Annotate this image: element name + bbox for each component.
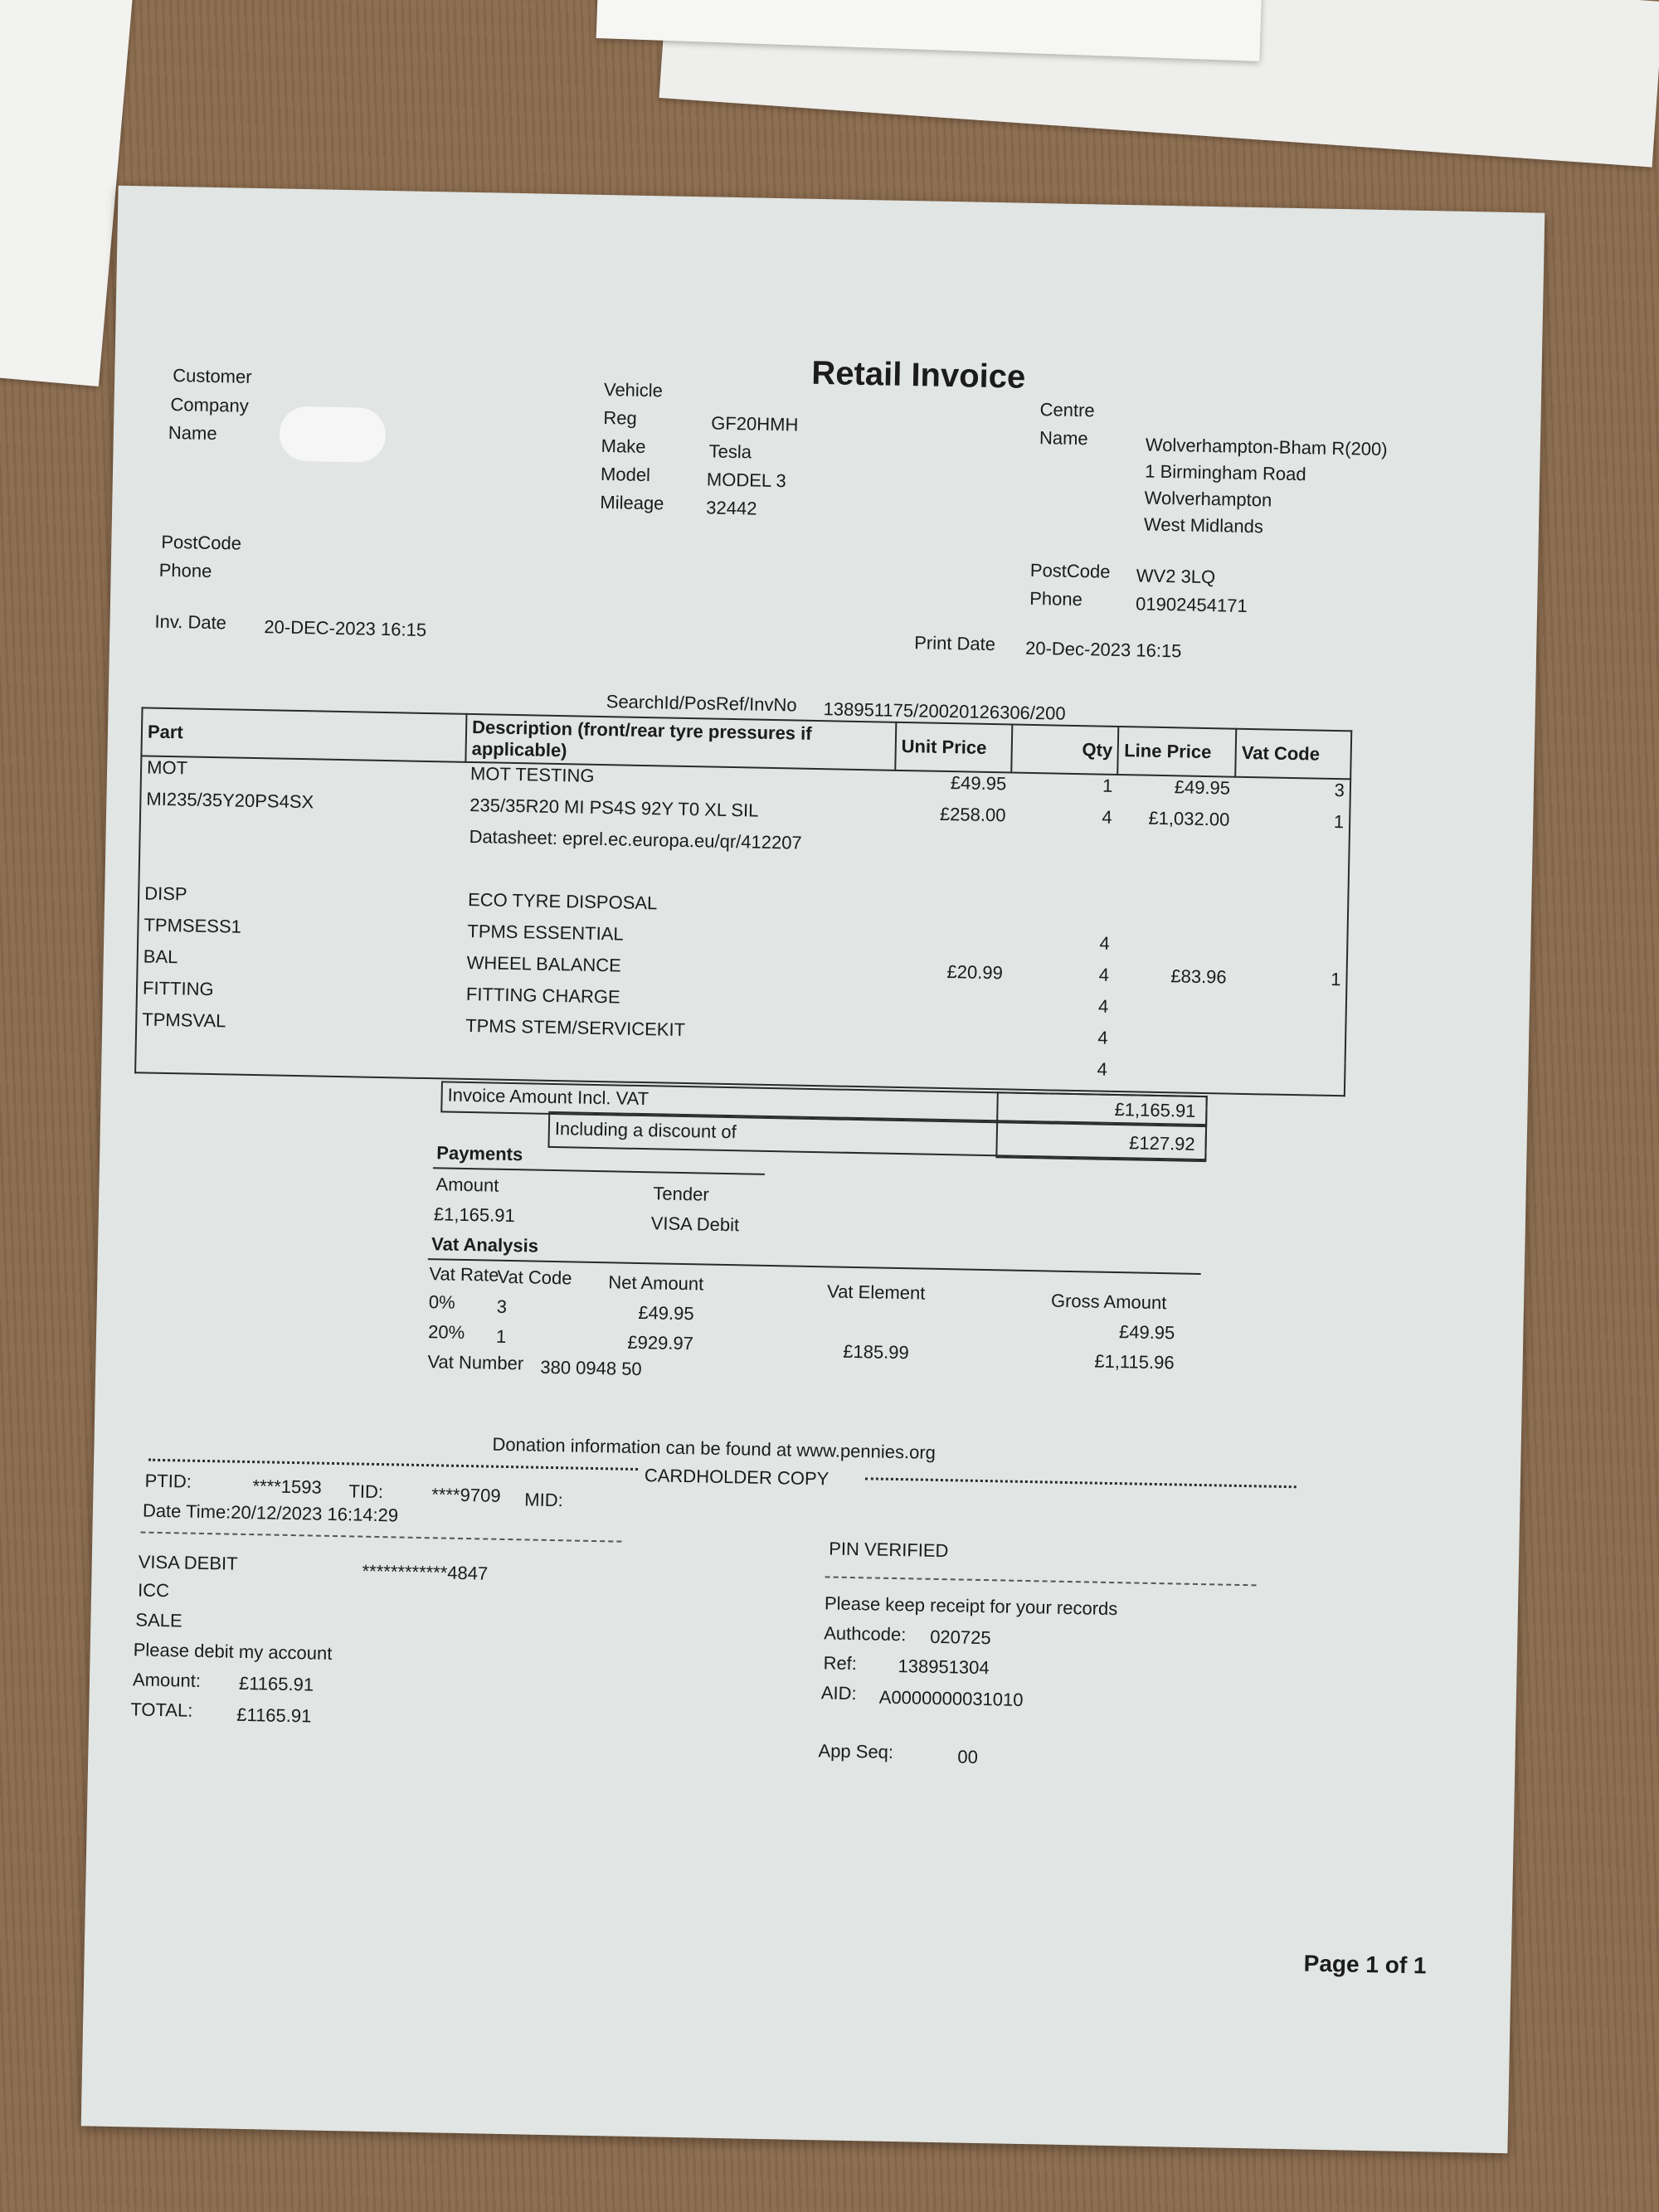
cell-part: TPMSVAL — [142, 1009, 226, 1032]
cell-qty: 4 — [1102, 806, 1112, 828]
authcode-label: Authcode: — [824, 1622, 907, 1646]
tender-label: Tender — [653, 1183, 709, 1205]
ref-value: 138951304 — [898, 1655, 990, 1679]
centre-address-2: Wolverhampton — [1144, 487, 1272, 511]
print-date-value: 20-Dec-2023 16:15 — [1024, 637, 1182, 662]
mileage-value: 32442 — [706, 497, 757, 519]
cell-unit — [893, 866, 1010, 900]
cell-qty — [1010, 868, 1117, 901]
customer-postcode-label: PostCode — [161, 531, 242, 554]
cell-qty: 4 — [1097, 1058, 1108, 1080]
receipt-total-value: £1165.91 — [236, 1704, 312, 1727]
col-part: Part — [141, 707, 466, 761]
cell-vat — [1232, 936, 1348, 970]
ref-label: Ref: — [823, 1652, 858, 1675]
receipt-total-label: TOTAL: — [130, 1699, 193, 1721]
cell-vat — [1230, 1030, 1346, 1064]
payments-title: Payments — [436, 1142, 523, 1165]
invoice-sheet — [81, 186, 1545, 2154]
centre-address-3: West Midlands — [1143, 513, 1264, 537]
keep-receipt-text: Please keep receipt for your records — [824, 1592, 1118, 1620]
cell-line — [1116, 839, 1233, 873]
reg-value: GF20HMH — [711, 412, 799, 435]
payment-amount-label: Amount — [435, 1174, 499, 1196]
dashed-rule-right — [825, 1576, 1257, 1586]
inv-date-value: 20-DEC-2023 16:15 — [264, 616, 427, 640]
cell-unit — [893, 834, 1010, 868]
cell-desc: TPMS ESSENTIAL — [467, 920, 624, 945]
search-ref-label: SearchId/PosRef/InvNo — [606, 691, 797, 716]
reg-label: Reg — [603, 406, 637, 429]
cell-unit — [890, 1023, 1007, 1057]
cell-vat: 3 — [1334, 779, 1345, 801]
vat-row-code: 3 — [496, 1296, 508, 1317]
invoice-amount-label: Invoice Amount Incl. VAT — [447, 1084, 649, 1110]
model-label: Model — [600, 463, 651, 486]
centre-phone: 01902454171 — [1135, 593, 1248, 616]
cell-line: £83.96 — [1170, 965, 1227, 988]
cell-part: BAL — [143, 946, 178, 968]
sale-text: SALE — [135, 1609, 182, 1631]
model-value: MODEL 3 — [706, 469, 786, 492]
cell-vat — [1229, 1062, 1345, 1096]
customer-label: Customer — [172, 365, 252, 387]
cell-line — [1114, 933, 1232, 967]
cell-unit: £258.00 — [939, 803, 1006, 826]
tid-label: TID: — [348, 1480, 384, 1503]
cell-unit — [892, 897, 1009, 931]
invoice-amount-value: £1,165.91 — [1114, 1098, 1196, 1121]
cell-vat: 1 — [1333, 810, 1345, 833]
company-label: Company — [170, 393, 249, 416]
make-value: Tesla — [708, 440, 752, 463]
col-line-price: Line Price — [1118, 727, 1237, 777]
col-unit-price: Unit Price — [895, 722, 1012, 773]
dotted-rule-right — [865, 1477, 1297, 1488]
vat-row-net: £929.97 — [627, 1331, 694, 1354]
debit-text: Please debit my account — [133, 1639, 333, 1664]
cell-part: MI235/35Y20PS4SX — [146, 788, 314, 813]
cell-desc: TPMS STEM/SERVICEKIT — [465, 1014, 686, 1041]
vat-row-code: 1 — [495, 1325, 507, 1347]
cell-line — [1112, 1028, 1230, 1062]
vat-row-rate: 0% — [428, 1291, 455, 1313]
cell-qty: 4 — [1098, 964, 1110, 985]
cell-desc: Datasheet: eprel.ec.europa.eu/qr/412207 — [469, 825, 802, 853]
vat-row-gross: £1,115.96 — [1094, 1350, 1175, 1373]
cell-unit — [889, 1055, 1006, 1090]
dashed-rule-left — [140, 1532, 621, 1543]
page-number: Page 1 of 1 — [1303, 1950, 1427, 1979]
customer-phone-label: Phone — [158, 559, 212, 581]
cell-unit: £20.99 — [946, 961, 1004, 984]
donation-text: Donation information can be found at www.pennies.org — [492, 1433, 937, 1463]
app-seq-label: App Seq: — [818, 1740, 894, 1762]
cell-part: TPMSESS1 — [144, 914, 242, 937]
card-type: VISA DEBIT — [138, 1551, 238, 1574]
centre-phone-label: Phone — [1029, 587, 1083, 610]
vat-number-value: 380 0948 50 — [540, 1356, 642, 1380]
cell-line — [1115, 902, 1233, 936]
dotted-rule-left — [148, 1459, 638, 1471]
discount-label: Including a discount of — [554, 1118, 737, 1143]
centre-label: Centre — [1039, 399, 1095, 421]
cell-part: MOT — [146, 756, 188, 779]
ptid-value: ****1593 — [252, 1475, 322, 1498]
vehicle-label: Vehicle — [603, 378, 664, 401]
cell-line: £49.95 — [1174, 776, 1231, 799]
tid-value: ****9709 — [431, 1484, 501, 1506]
cell-line — [1113, 996, 1231, 1030]
cell-line: £1,032.00 — [1148, 807, 1230, 830]
cell-part — [135, 1040, 460, 1078]
gross-amount-header: Gross Amount — [1050, 1290, 1167, 1314]
cell-line — [1116, 870, 1233, 904]
receipt-amount-value: £1165.91 — [238, 1672, 314, 1695]
vat-row-net: £49.95 — [638, 1301, 694, 1325]
cell-line — [1112, 1059, 1229, 1094]
cell-part: DISP — [144, 882, 187, 905]
cell-qty: 1 — [1102, 775, 1113, 796]
cell-qty: 4 — [1097, 1027, 1108, 1048]
icc-text: ICC — [137, 1579, 170, 1602]
aid-value: A0000000031010 — [878, 1686, 1024, 1710]
cell-unit — [890, 992, 1007, 1026]
cell-desc: ECO TYRE DISPOSAL — [467, 888, 658, 914]
cell-qty: 4 — [1097, 995, 1109, 1017]
search-ref-value: 138951175/20020126306/200 — [823, 698, 1066, 724]
vat-row-gross: £49.95 — [1118, 1321, 1175, 1344]
centre-name: Wolverhampton-Bham R(200) — [1145, 434, 1388, 460]
card-number: ************4847 — [362, 1560, 489, 1584]
app-seq-value: 00 — [957, 1746, 979, 1767]
cell-unit: £49.95 — [950, 772, 1007, 795]
centre-postcode: WV2 3LQ — [1136, 565, 1216, 588]
cell-vat — [1233, 904, 1349, 938]
cell-desc: FITTING CHARGE — [465, 983, 620, 1008]
centre-address-1: 1 Birmingham Road — [1144, 460, 1306, 485]
vat-element-header: Vat Element — [826, 1281, 926, 1304]
aid-label: AID: — [820, 1682, 857, 1704]
cell-desc: MOT TESTING — [469, 762, 595, 786]
cell-qty: 4 — [1099, 932, 1111, 954]
cell-vat — [1233, 841, 1350, 875]
mileage-label: Mileage — [600, 491, 664, 514]
col-vat-code: Vat Code — [1235, 729, 1351, 780]
vat-rate-header: Vat Rate — [429, 1263, 499, 1286]
receipt-amount-label: Amount: — [132, 1669, 202, 1691]
print-date-label: Print Date — [913, 632, 996, 655]
vat-row-rate: 20% — [427, 1321, 465, 1343]
centre-postcode-label: PostCode — [1029, 559, 1111, 582]
cell-unit — [892, 929, 1009, 963]
pin-verified: PIN VERIFIED — [828, 1538, 949, 1562]
vat-number-label: Vat Number — [427, 1351, 524, 1374]
cell-vat — [1233, 873, 1349, 907]
ptid-label: PTID: — [144, 1470, 192, 1492]
vat-analysis-title: Vat Analysis — [431, 1233, 539, 1257]
cell-qty — [1009, 899, 1116, 932]
items-table — [134, 707, 1352, 1096]
authcode-value: 020725 — [929, 1626, 991, 1649]
mid-label: MID: — [524, 1489, 563, 1511]
cell-vat — [1230, 999, 1346, 1033]
net-amount-header: Net Amount — [608, 1271, 704, 1295]
discount-value: £127.92 — [1128, 1132, 1195, 1155]
receipt-datetime: Date Time:20/12/2023 16:14:29 — [142, 1500, 399, 1526]
vat-code-header: Vat Code — [497, 1266, 572, 1289]
payment-amount-value: £1,165.91 — [433, 1203, 515, 1227]
col-qty: Qty — [1011, 725, 1118, 775]
redaction-mark — [279, 406, 386, 462]
cell-desc: WHEEL BALANCE — [466, 951, 622, 976]
make-label: Make — [601, 435, 646, 457]
cardholder-copy: CARDHOLDER COPY — [644, 1465, 830, 1490]
background-paper-left — [0, 0, 134, 386]
cell-desc: 235/35R20 MI PS4S 92Y T0 XL SIL — [469, 794, 759, 821]
cell-vat: 1 — [1331, 968, 1341, 990]
inv-date-label: Inv. Date — [154, 610, 227, 634]
col-description: Description (front/rear tyre pressures if applicable) — [465, 714, 896, 771]
cell-qty — [1010, 836, 1117, 869]
name-label: Name — [168, 421, 217, 445]
invoice-title: Retail Invoice — [811, 354, 1026, 396]
cell-part: FITTING — [142, 977, 214, 1000]
vat-row-element: £185.99 — [843, 1340, 910, 1364]
centre-name-label: Name — [1039, 427, 1088, 450]
tender-value: VISA Debit — [650, 1213, 740, 1236]
